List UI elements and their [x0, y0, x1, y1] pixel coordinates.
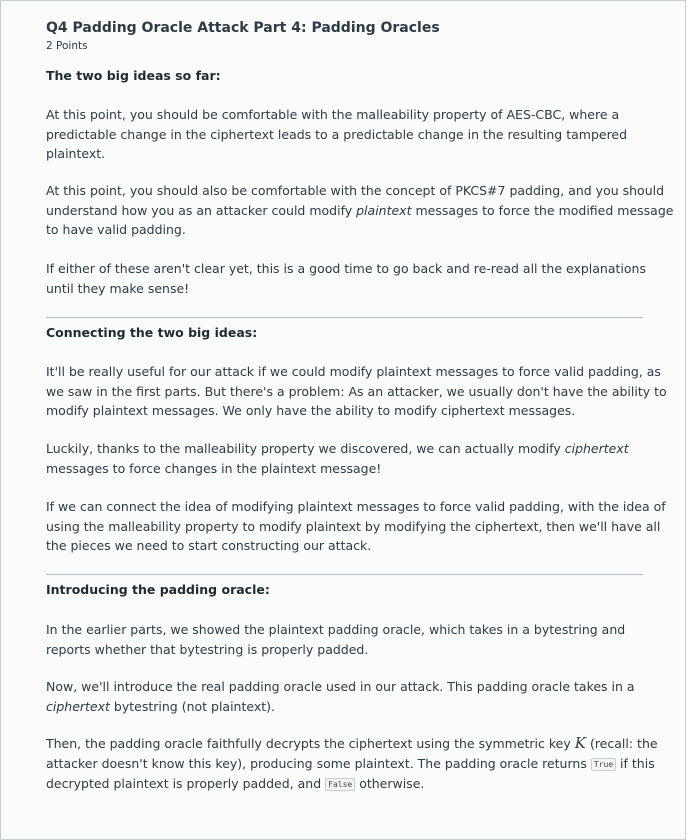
section-divider	[46, 574, 643, 575]
paragraph-connect-ideas	[46, 497, 666, 556]
text-segment: Luckily, thanks to the malleability property we discovered, we can actually modify	[46, 441, 565, 456]
paragraph-oracle-decrypts	[46, 734, 658, 795]
section-heading-connecting: Connecting the two big ideas:	[46, 325, 258, 340]
text-segment: messages to force the modified message	[411, 202, 674, 218]
section-heading-big-ideas: The two big ideas so far:	[46, 68, 221, 83]
text-line: the pieces we need to start constructing our attack.	[46, 538, 372, 553]
question-title: Q4 Padding Oracle Attack Part 4: Padding Oracles	[46, 20, 440, 36]
text-line	[46, 734, 658, 754]
code-false: False	[325, 778, 355, 791]
paragraph-pkcs7	[46, 181, 674, 240]
text-segment: Then, the padding oracle faithfully decrypts the ciphertext using the symmetric key	[46, 736, 575, 751]
text-line: messages to force changes in the plaintext message!	[46, 460, 382, 476]
text-segment: decrypted plaintext is properly padded, and	[46, 776, 326, 791]
text-line	[46, 201, 674, 221]
text-line: In the earlier parts, we showed the plaintext padding oracle, which takes in a bytestring and	[46, 622, 626, 637]
code-true: True	[591, 758, 616, 771]
text-line: until they make sense!	[46, 280, 190, 296]
text-line: using the malleability property to modify plaintext by modifying the ciphertext, then we'll have all	[46, 518, 661, 534]
emphasis-ciphertext: ciphertext	[564, 441, 629, 456]
question-points: 2 Points	[46, 40, 88, 52]
text-segment: if this	[616, 755, 655, 771]
text-line: At this point, you should also be comfortable with the concept of PKCS#7 padding, and you should	[46, 183, 665, 198]
text-line: predictable change in the ciphertext leads to a predictable change in the resulting tampered	[46, 126, 628, 142]
paragraph-plaintext-oracle	[46, 620, 643, 659]
paragraph-attack-problem	[46, 362, 667, 421]
text-line: we saw in the first parts. But there's a problem: As an attacker, we usually don't have the ability to	[46, 383, 667, 399]
text-segment: bytestring (not plaintext).	[109, 698, 275, 714]
paragraph-reread	[46, 259, 646, 298]
text-line: modify plaintext messages. We only have the ability to modify ciphertext messages.	[46, 403, 576, 418]
text-segment: attacker doesn't know this key), producing some plaintext. The padding oracle returns	[46, 755, 591, 771]
text-line	[46, 774, 643, 795]
text-segment: understand how you as an attacker could modify	[46, 202, 357, 218]
text-segment: (recall: the	[585, 736, 658, 751]
paragraph-luckily	[46, 439, 643, 478]
text-line: If we can connect the idea of modifying plaintext messages to force valid padding, with the idea of	[46, 499, 666, 514]
text-line: to have valid padding.	[46, 222, 186, 237]
emphasis-plaintext: plaintext	[356, 202, 412, 218]
section-divider	[46, 317, 643, 318]
text-line	[46, 697, 643, 717]
paragraph-malleability	[46, 105, 643, 164]
text-line	[46, 754, 655, 775]
text-line: reports whether that bytestring is properly padded.	[46, 641, 369, 657]
text-segment: otherwise.	[355, 776, 425, 791]
section-heading-padding-oracle: Introducing the padding oracle:	[46, 582, 270, 597]
text-line: At this point, you should be comfortable with the malleability property of AES-CBC, where a	[46, 107, 620, 122]
text-line: Now, we'll introduce the real padding oracle used in our attack. This padding oracle takes in a	[46, 679, 635, 694]
text-line: It'll be really useful for our attack if we could modify plaintext messages to force valid padding, as	[46, 364, 661, 379]
text-line	[46, 439, 643, 459]
math-key-k: K	[574, 734, 586, 752]
paragraph-real-oracle	[46, 677, 643, 716]
emphasis-ciphertext: ciphertext	[46, 698, 110, 714]
text-line: If either of these aren't clear yet, this is a good time to go back and re-read all the explanations	[46, 261, 646, 276]
text-line: plaintext.	[46, 146, 106, 161]
